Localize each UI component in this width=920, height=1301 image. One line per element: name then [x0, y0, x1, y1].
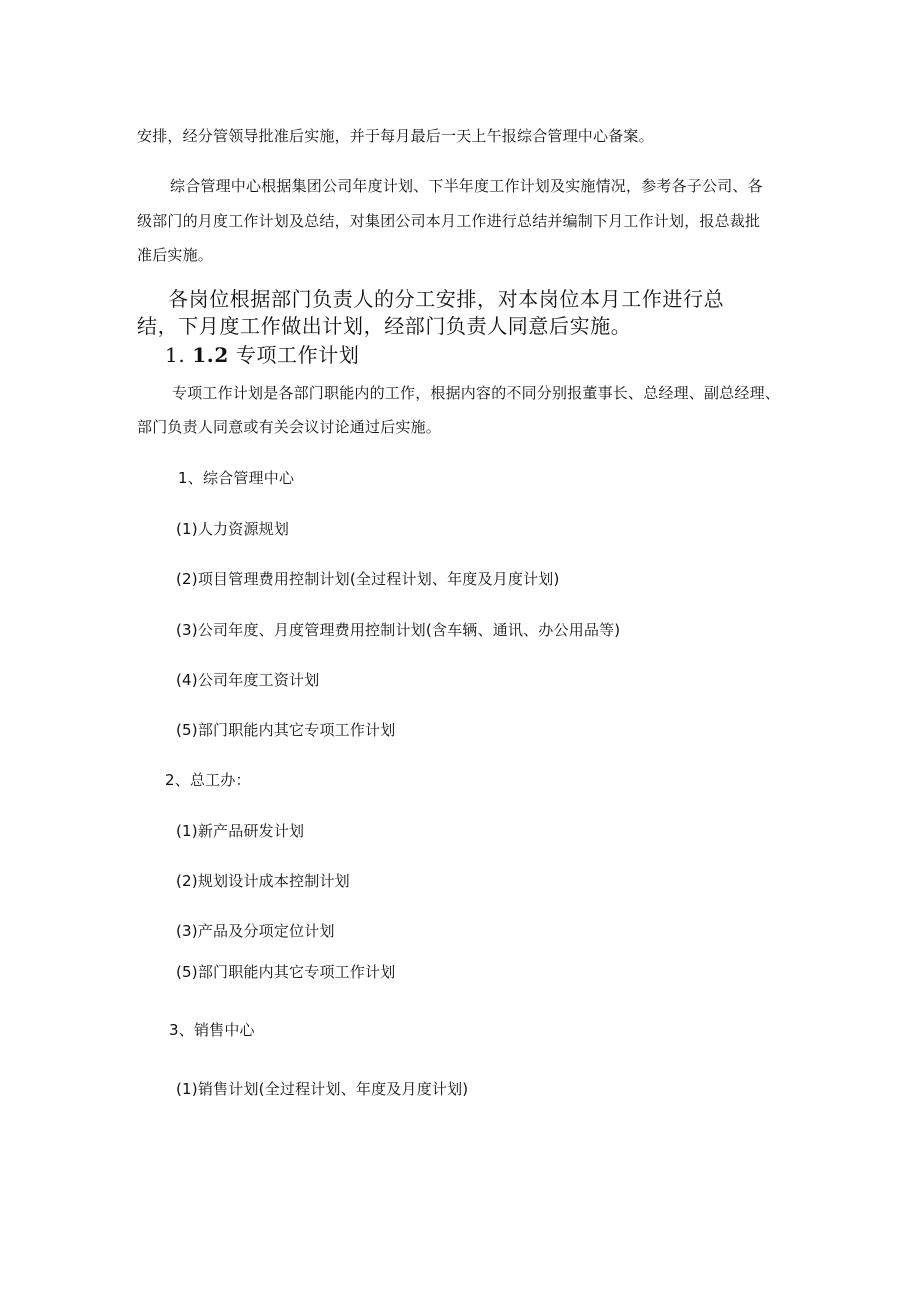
paragraph-3-line-2: 结，下月度工作做出计划，经部门负责人同意后实施。 [137, 314, 632, 338]
paragraph-4-line-1: 专项工作计划是各部门职能内的工作，根据内容的不同分别报董事长、总经理、副总经理、 [172, 384, 781, 402]
section-2-item: (1)新产品研发计划 [176, 822, 305, 840]
section-2-title: 2、总工办： [165, 771, 251, 789]
section-2-item: (2)规划设计成本控制计划 [176, 872, 350, 890]
section-1-item: (1)人力资源规划 [176, 520, 290, 538]
section-3-title: 3、销售中心 [169, 1021, 255, 1039]
section-1-item: (5)部门职能内其它专项工作计划 [176, 721, 396, 739]
section-heading [165, 342, 359, 368]
section-1-item: (4)公司年度工资计划 [176, 671, 320, 689]
paragraph-2-line-3: 准后实施。 [137, 246, 214, 264]
paragraph-2-line-2: 级部门的月度工作计划及总结，对集团公司本月工作进行总结并编制下月工作计划，报总裁批 [137, 212, 761, 230]
paragraph-3-line-1: 各岗位根据部门负责人的分工安排，对本岗位本月工作进行总 [168, 287, 725, 311]
section-2-item: (3)产品及分项定位计划 [176, 922, 335, 940]
section-1-title: 1、综合管理中心 [178, 469, 295, 487]
section-3-item: (1)销售计划(全过程计划、年度及月度计划) [176, 1080, 469, 1098]
paragraph-2-line-1: 综合管理中心根据集团公司年度计划、下半年度工作计划及实施情况，参考各子公司、各 [170, 177, 763, 195]
heading-prefix: 1. [165, 343, 186, 367]
heading-title: 专项工作计划 [235, 343, 360, 367]
paragraph-1-line-1: 安排，经分管领导批准后实施，并于每月最后一天上午报综合管理中心备案。 [137, 127, 654, 145]
section-1-item: (3)公司年度、月度管理费用控制计划(含车辆、通讯、办公用品等) [176, 621, 621, 639]
section-1-item: (2)项目管理费用控制计划(全过程计划、年度及月度计划) [176, 570, 560, 588]
section-2-item: (5)部门职能内其它专项工作计划 [176, 963, 396, 981]
paragraph-4-line-2: 部门负责人同意或有关会议讨论通过后实施。 [137, 418, 442, 436]
heading-number: 1.2 [192, 343, 229, 367]
